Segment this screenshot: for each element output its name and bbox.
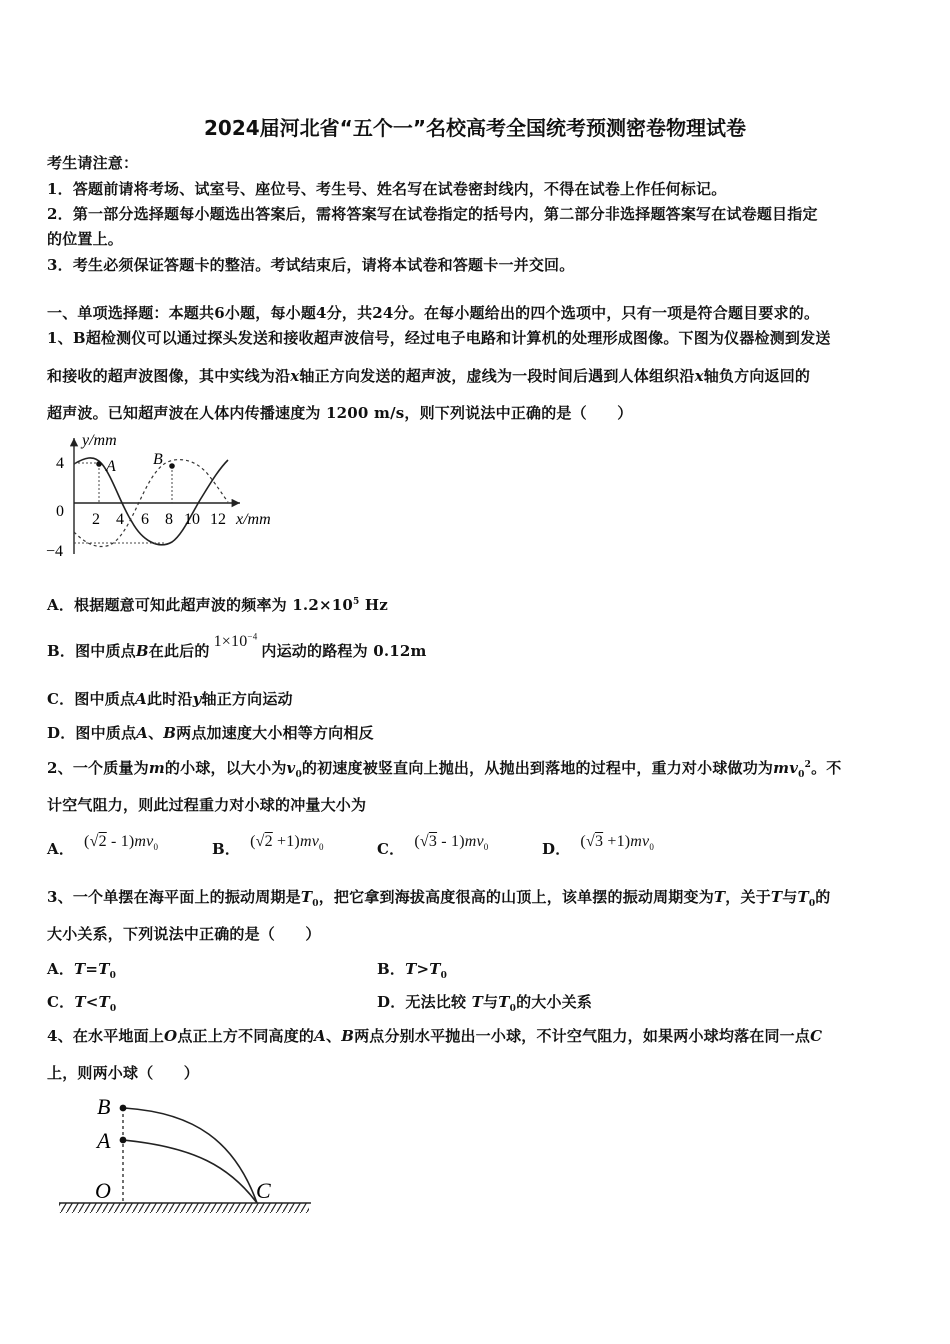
ball-a — [120, 1137, 127, 1144]
q2-option-a: A． $(√2 - 1)mv_0$ — [47, 833, 159, 858]
q3-option-b: B．$T>T_0$ — [377, 960, 448, 981]
label-o: O — [95, 1178, 111, 1203]
q1-option-a: A．根据题意可知此超声波的频率为 $1.2\times 10^5$ Hz — [47, 596, 388, 614]
ground-hatch — [59, 1203, 309, 1213]
x-tick-8: 8 — [165, 511, 173, 528]
q2-line-2: 计空气阻力，则此过程重力对小球的冲量大小为 — [47, 796, 367, 814]
q1-line-2: 和接收的超声波图像，其中实线为沿x轴正方向发送的超声波，虚线为一段时间后遇到人体组织沿x轴负方向返回的 — [47, 367, 811, 385]
x-tick-10: 10 — [184, 511, 200, 528]
q2-line-1: 2、一个质量为m的小球，以大小为$v_0$的初速度被竖直向上抛出，从抛出到落地的过程中，重力对小球做功为$mv_0^2$。不 — [47, 759, 842, 780]
label-b: B — [97, 1094, 111, 1119]
q3-option-a: A．$T=T_0$ — [47, 960, 117, 981]
sent-wave — [74, 458, 228, 545]
point-b-label: B — [153, 451, 163, 468]
q1-line-1: 1、B超检测仪可以通过探头发送和接收超声波信号，经过电子电路和计算机的处理形成图像。下图为仪器检测到发送 — [47, 329, 831, 347]
ball-b — [120, 1105, 127, 1112]
point-b — [169, 463, 175, 469]
q3-line-1: 3、一个单摆在海平面上的振动周期是$T_0$，把它拿到海拔高度很高的山顶上，该单摆的振动周期变为T，关于T与$T_0$的 — [47, 888, 831, 909]
wave-graph — [40, 432, 300, 562]
y-axis-label: y/mm — [82, 432, 117, 449]
q1-option-d: D．图中质点A、B两点加速度大小相等方向相反 — [47, 724, 374, 742]
x-tick-12: 12 — [210, 511, 226, 528]
q3-option-c: C．$T<T_0$ — [47, 993, 117, 1014]
y-tick-4: 4 — [56, 455, 64, 472]
q2-option-d: D． $(√3 +1)mv_0$ — [542, 833, 655, 858]
label-c: C — [256, 1178, 271, 1203]
x-tick-6: 6 — [141, 511, 149, 528]
q1-line-3: 超声波。已知超声波在人体内传播速度为 1200 m/s，则下列说法中正确的是（ ） — [47, 404, 633, 422]
notice-heading: 考生请注意： — [47, 154, 139, 172]
notice-item-2-cont: 的位置上。 — [47, 230, 124, 248]
q3-line-2: 大小关系，下列说法中正确的是（ ） — [47, 925, 321, 943]
projectile-figure — [55, 1092, 325, 1224]
q4-line-2: 上，则两小球（ ） — [47, 1064, 200, 1082]
y-tick-neg4: −4 — [46, 543, 64, 560]
y-tick-0: 0 — [56, 503, 64, 520]
q1-option-b: B．图中质点B在此后的$1\times 10^{-4}$内运动的路程为 0.12m — [47, 631, 427, 660]
q4-line-1: 4、在水平地面上O点正上方不同高度的A、B两点分别水平抛出一小球，不计空气阻力，如果两小球均落在同一点C — [47, 1027, 823, 1045]
section-heading: 一、单项选择题：本题共6小题，每小题4分，共24分。在每小题给出的四个选项中，只有一项是符合题目要求的。 — [47, 304, 820, 322]
q1-option-c: C．图中质点A此时沿y轴正方向运动 — [47, 690, 293, 708]
x-tick-4: 4 — [116, 511, 124, 528]
x-axis-label: x/mm — [236, 511, 271, 528]
q3-option-d: D．无法比较 T与$T_0$的大小关系 — [377, 993, 593, 1014]
q2-option-c: C． $(√3 - 1)mv_0$ — [377, 833, 489, 858]
page-title: 2024届河北省“五个一”名校高考全国统考预测密卷物理试卷 — [204, 116, 746, 140]
x-tick-2: 2 — [92, 511, 100, 528]
trajectory-b — [123, 1108, 257, 1203]
trajectory-a — [123, 1140, 257, 1203]
q2-option-b: B． $(√2 +1)mv_0$ — [212, 833, 324, 858]
notice-item-2: 2．第一部分选择题每小题选出答案后，需将答案写在试卷指定的括号内，第二部分非选择题答案写在试卷题目指定 — [47, 205, 818, 223]
point-a — [96, 461, 102, 467]
label-a: A — [97, 1128, 111, 1153]
notice-item-3: 3．考生必须保证答题卡的整洁。考试结束后，请将本试卷和答题卡一并交回。 — [47, 256, 575, 274]
notice-item-1: 1．答题前请将考场、试室号、座位号、考生号、姓名写在试卷密封线内，不得在试卷上作任何标记。 — [47, 180, 727, 198]
point-a-label: A — [106, 458, 116, 475]
